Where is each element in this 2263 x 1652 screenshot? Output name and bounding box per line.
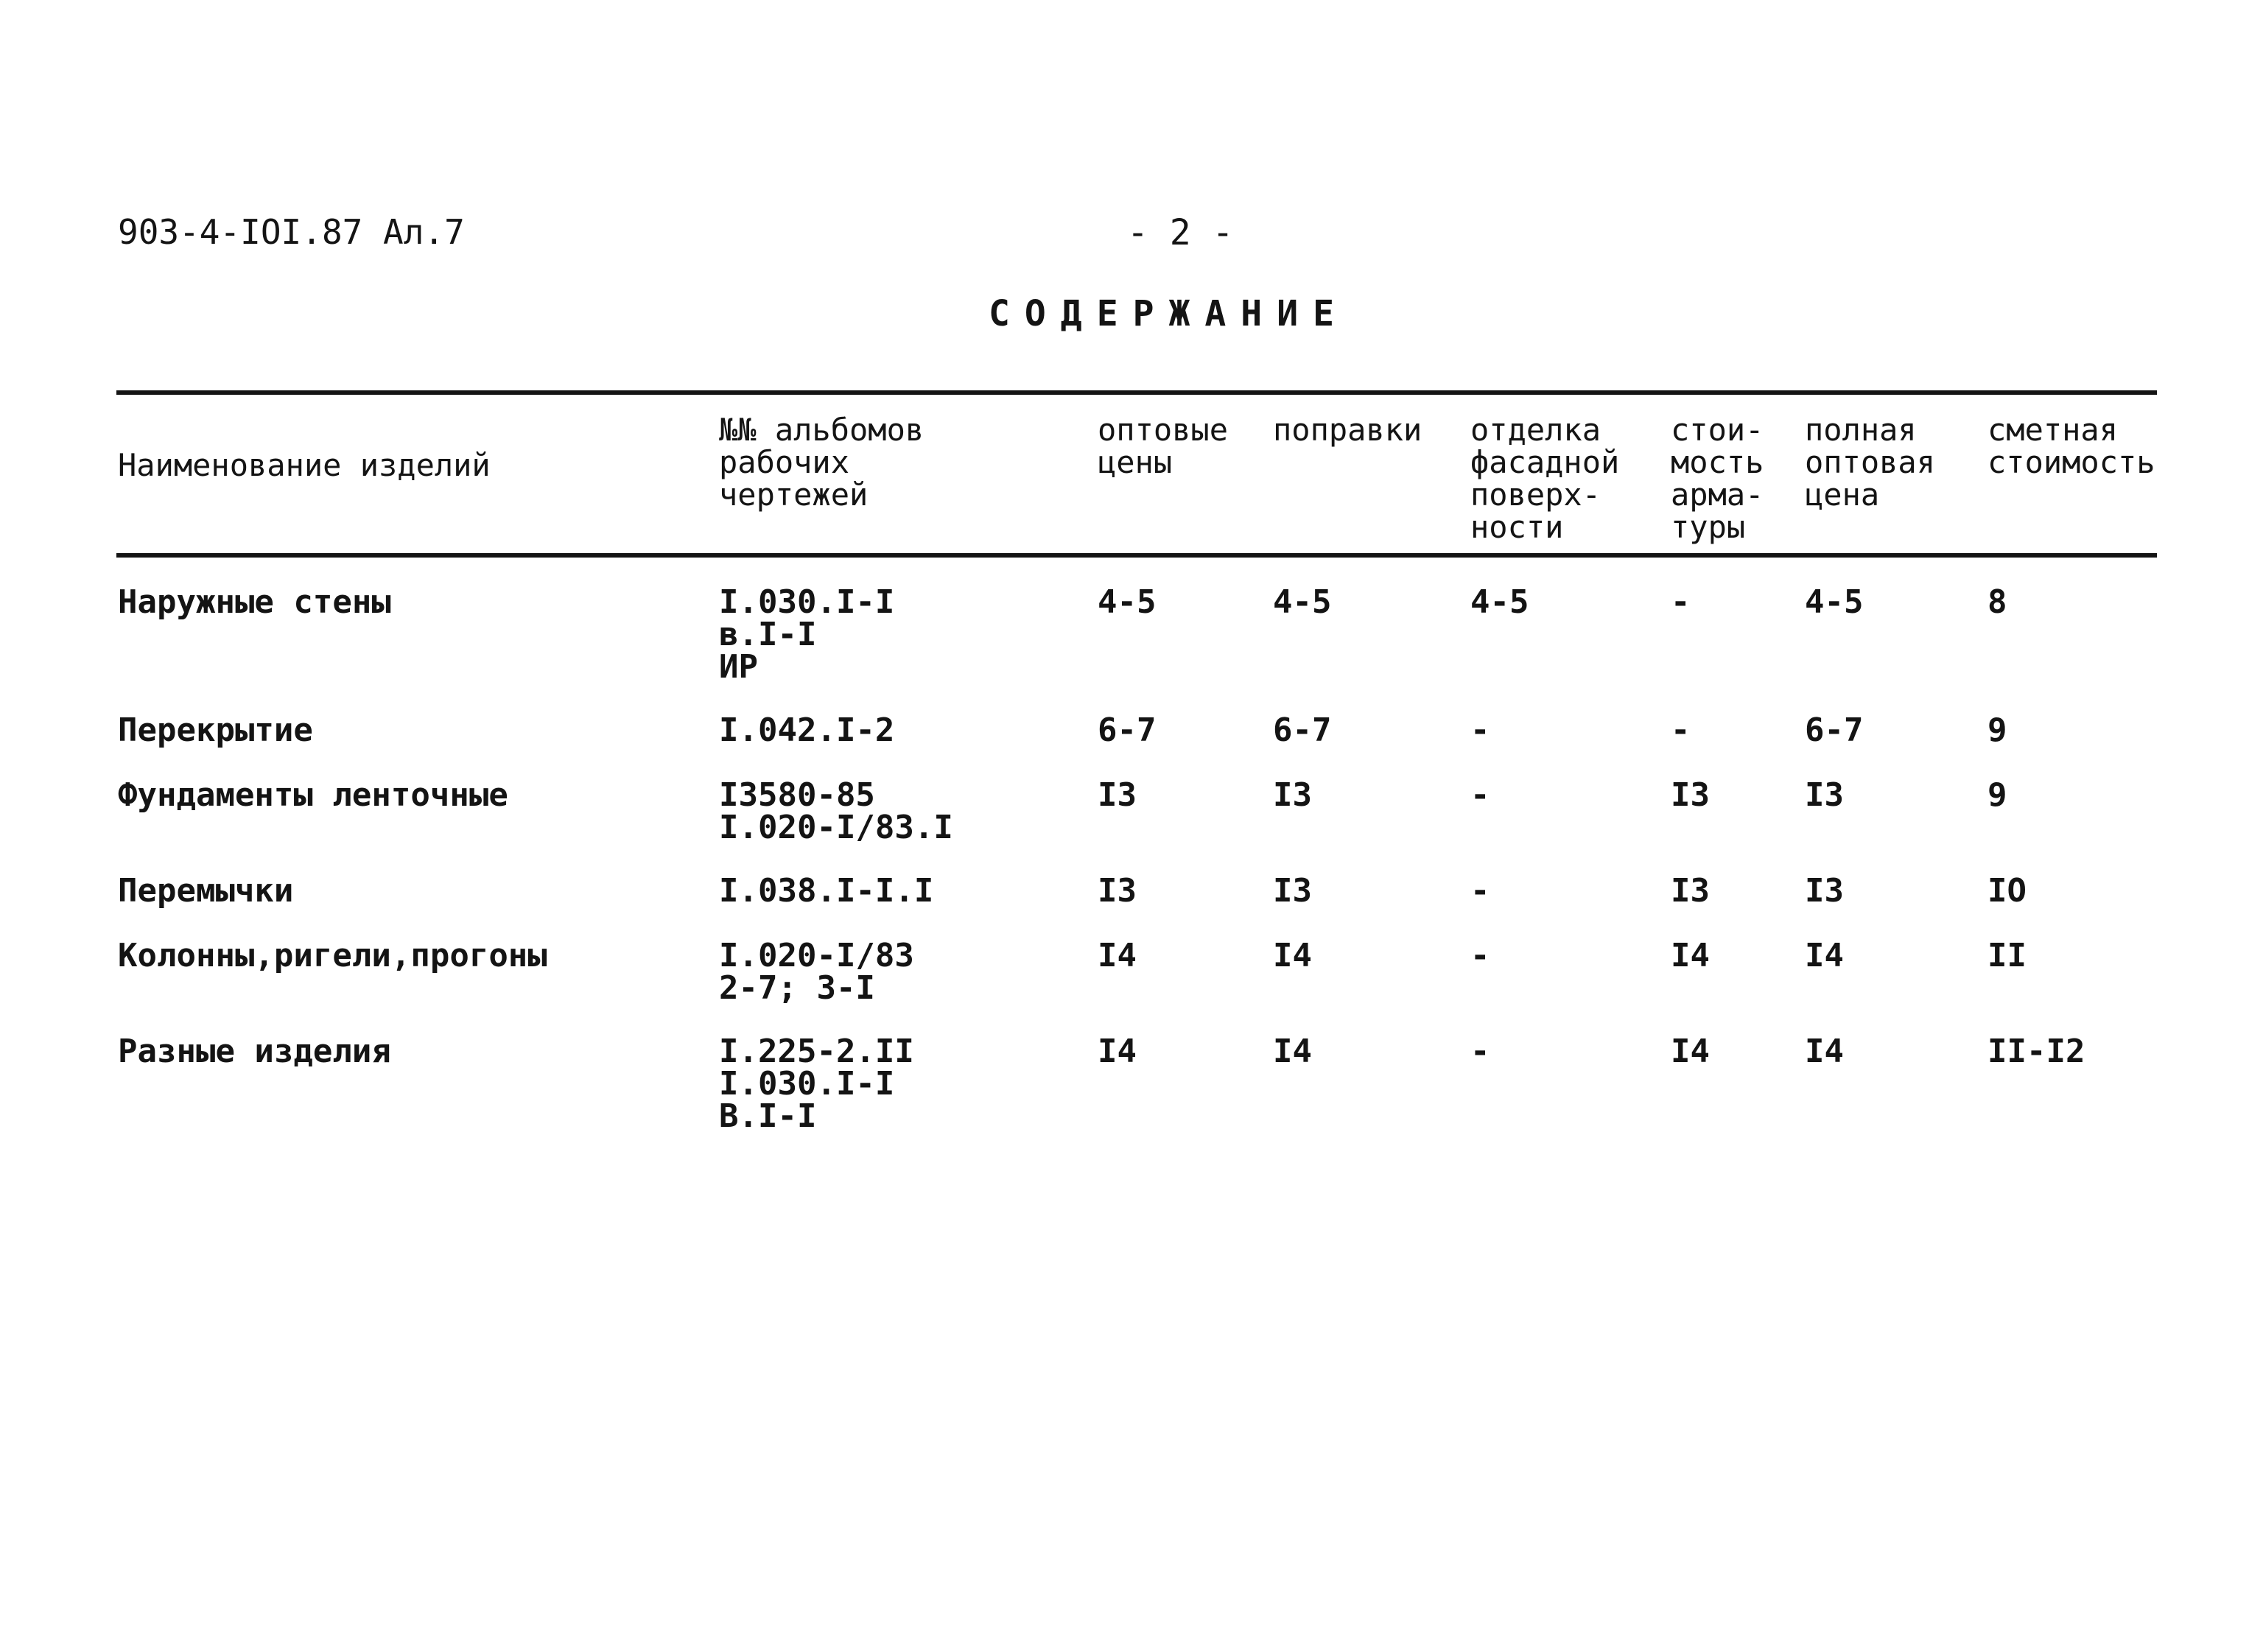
row-facade [1470,872,1490,910]
row-albums-line: B.I-I [719,1097,817,1135]
row-full-price-line: 4-5 [1805,583,1864,621]
row-facade [1470,776,1490,814]
row-rebar-line: I3 [1671,776,1710,814]
row-corrections [1273,1033,1312,1070]
row-facade-line: 4-5 [1470,583,1529,621]
col-header-corrections [1273,414,1422,446]
row-albums-line: в.I-I [719,616,817,653]
row-name-line: Разные изделия [118,1033,391,1070]
row-full-price-line: I3 [1805,776,1844,814]
row-rebar [1671,1033,1710,1070]
row-albums-line: I.038.I-I.I [719,872,934,910]
col-header-name [118,449,491,482]
page-title: СОДЕРЖАНИЕ [989,293,1349,334]
row-estimate [1987,583,2007,621]
col-header-albums-line: №№ альбомов [719,412,925,448]
row-full-price [1805,711,1864,749]
row-rebar-line: - [1671,711,1691,749]
row-rebar [1671,711,1691,749]
col-header-name-line: Наименование изделий [118,447,491,483]
col-header-full-wholesale-price [1805,414,1935,511]
row-rebar-line: I3 [1671,872,1710,910]
row-facade-line: - [1470,872,1490,910]
col-header-estimate-line: стоимость [1987,444,2155,480]
row-facade [1470,583,1529,621]
col-header-facade-finish [1470,414,1619,544]
row-albums-line: I.030.I-I [719,1065,895,1103]
row-albums [719,1033,914,1135]
document-code: 903-4-IOI.87 Ал.7 [118,212,465,252]
row-full-price [1805,937,1844,974]
row-wholesale-line: I4 [1098,937,1137,974]
row-name-line: Фундаменты ленточные [118,776,508,814]
row-wholesale-line: 4-5 [1098,583,1157,621]
row-albums-line: I.020-I/83.I [719,809,953,846]
row-rebar-line: - [1671,583,1691,621]
row-corrections-line: I3 [1273,872,1312,910]
row-estimate [1987,776,2007,814]
table-header-rule [116,553,2157,558]
col-header-full-wholesale-price-line: цена [1805,477,1880,513]
row-estimate-line: II [1987,937,2027,974]
row-wholesale [1098,583,1157,621]
col-header-facade-finish-line: фасадной [1470,444,1620,480]
col-header-albums-line: рабочих [719,444,850,480]
row-full-price-line: 6-7 [1805,711,1864,749]
row-estimate-line: II-I2 [1987,1033,2085,1070]
row-full-price [1805,1033,1844,1070]
col-header-rebar-cost-line: туры [1671,509,1746,545]
row-name-line: Перемычки [118,872,294,910]
col-header-full-wholesale-price-line: оптовая [1805,444,1936,480]
row-albums-line: 2-7; 3-I [719,969,875,1007]
row-albums-line: I.042.I-2 [719,711,895,749]
col-header-corrections-line: поправки [1273,412,1422,448]
row-estimate-line: IO [1987,872,2027,910]
col-header-albums-line: чертежей [719,477,869,513]
col-header-facade-finish-line: ности [1470,509,1564,545]
row-facade-line: - [1470,711,1490,749]
row-facade [1470,937,1490,974]
row-wholesale [1098,872,1137,910]
row-rebar [1671,776,1710,814]
row-corrections-line: I4 [1273,1033,1312,1070]
row-albums-line: I.225-2.II [719,1033,914,1070]
row-wholesale [1098,1033,1137,1070]
col-header-estimate [1987,414,2155,479]
row-corrections-line: 4-5 [1273,583,1332,621]
row-corrections-line: I4 [1273,937,1312,974]
row-corrections-line: I3 [1273,776,1312,814]
row-corrections [1273,937,1312,974]
col-header-wholesale-prices-line: оптовые [1098,412,1229,448]
col-header-rebar-cost-line: арма- [1671,477,1764,513]
row-estimate [1987,711,2007,749]
row-albums-line: ИР [719,648,758,686]
row-wholesale-line: I3 [1098,872,1137,910]
row-rebar [1671,937,1710,974]
row-corrections [1273,872,1312,910]
row-full-price [1805,583,1864,621]
row-full-price-line: I4 [1805,937,1844,974]
row-name [118,711,313,749]
row-facade-line: - [1470,937,1490,974]
row-albums [719,872,934,910]
row-estimate [1987,937,2027,974]
row-estimate-line: 9 [1987,776,2007,814]
row-wholesale [1098,711,1157,749]
page-number: - 2 - [1127,212,1234,253]
row-facade [1470,1033,1490,1070]
row-estimate-line: 8 [1987,583,2007,621]
row-rebar-line: I4 [1671,1033,1710,1070]
row-name [118,1033,391,1070]
row-albums-line: I.020-I/83 [719,937,914,974]
row-name-line: Наружные стены [118,583,391,621]
row-wholesale-line: 6-7 [1098,711,1157,749]
col-header-full-wholesale-price-line: полная [1805,412,1917,448]
col-header-rebar-cost-line: мость [1671,444,1764,480]
col-header-albums [719,414,924,511]
row-name-line: Колонны,ригели,прогоны [118,937,547,974]
row-name [118,937,547,974]
row-corrections-line: 6-7 [1273,711,1332,749]
row-name-line: Перекрытие [118,711,313,749]
row-corrections [1273,776,1312,814]
col-header-rebar-cost-line: стои- [1671,412,1764,448]
row-estimate [1987,1033,2085,1070]
row-rebar [1671,583,1691,621]
row-albums-line: I3580-85 [719,776,875,814]
col-header-estimate-line: сметная [1987,412,2119,448]
row-rebar [1671,872,1710,910]
table-top-rule [116,390,2157,395]
row-wholesale [1098,937,1137,974]
row-name [118,776,508,814]
row-corrections [1273,711,1332,749]
col-header-rebar-cost [1671,414,1764,544]
row-albums [719,583,895,686]
row-full-price [1805,872,1844,910]
row-albums [719,937,914,1007]
row-name [118,583,391,621]
col-header-wholesale-prices-line: цены [1098,444,1173,480]
row-albums [719,776,953,846]
row-rebar-line: I4 [1671,937,1710,974]
col-header-wholesale-prices [1098,414,1228,479]
row-facade-line: - [1470,1033,1490,1070]
row-full-price [1805,776,1844,814]
col-header-facade-finish-line: отделка [1470,412,1601,448]
row-facade [1470,711,1490,749]
col-header-facade-finish-line: поверх- [1470,477,1601,513]
row-corrections [1273,583,1332,621]
row-albums-line: I.030.I-I [719,583,895,621]
row-wholesale-line: I4 [1098,1033,1137,1070]
row-facade-line: - [1470,776,1490,814]
row-albums [719,711,895,749]
row-full-price-line: I4 [1805,1033,1844,1070]
row-estimate [1987,872,2027,910]
row-wholesale [1098,776,1137,814]
row-name [118,872,294,910]
row-wholesale-line: I3 [1098,776,1137,814]
row-full-price-line: I3 [1805,872,1844,910]
row-estimate-line: 9 [1987,711,2007,749]
